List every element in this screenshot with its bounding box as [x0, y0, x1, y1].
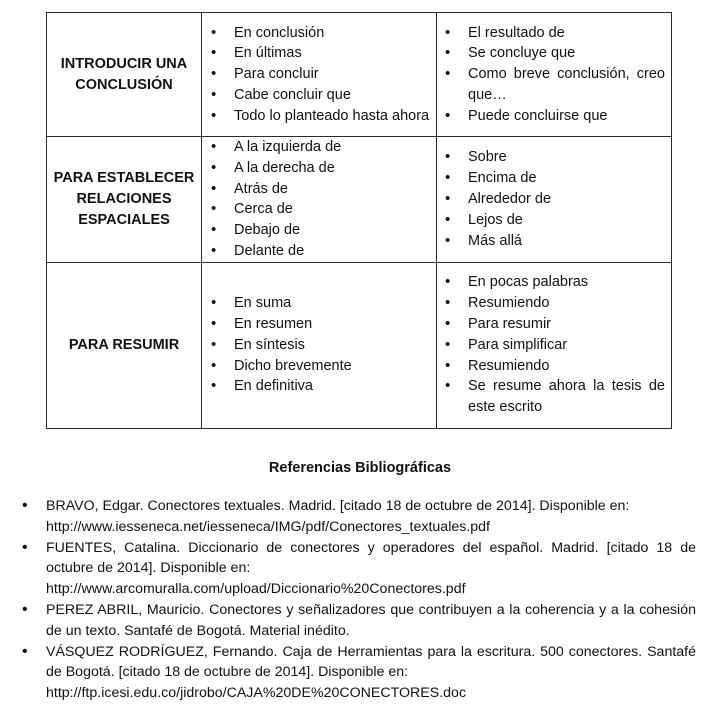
connectors-cell-left [202, 262, 437, 428]
connector-item: • A la izquierda de [202, 137, 430, 158]
connector-item: • Resumiendo [437, 293, 665, 314]
reference-item [18, 600, 696, 642]
connector-list [437, 272, 671, 418]
connectors-table [46, 12, 672, 429]
connector-item: • Para concluir [202, 64, 430, 85]
table-row-spatial [47, 137, 672, 263]
connector-list [437, 147, 671, 251]
references-title: Referencias Bibliográficas [268, 460, 452, 476]
category-cell: PARA RESUMIR [47, 262, 202, 428]
reference-url[interactable]: http://www.iesseneca.net/iesseneca/IMG/pdf/Conectores_textuales.pdf [46, 518, 490, 535]
connectors-cell-left [202, 137, 437, 263]
reference-text: PEREZ ABRIL, Mauricio. Conectores y señalizadores que contribuyen a la coherencia y a la cohesión de un texto. Santafé de Bogotá. Material inédito. [46, 601, 696, 639]
connector-item: • Puede concluirse que [437, 106, 665, 127]
connector-item: • Para resumir [437, 314, 665, 335]
connector-item: • Delante de [202, 241, 430, 262]
connectors-cell-right [437, 262, 672, 428]
connector-list [202, 293, 436, 397]
table-row-conclusion [47, 13, 672, 137]
connectors-cell-left [202, 13, 437, 137]
connector-list [202, 23, 436, 127]
connector-item: • Sobre [437, 147, 665, 168]
connector-item: • En síntesis [202, 335, 430, 356]
reference-url[interactable]: http://www.arcomuralla.com/upload/Diccionario%20Conectores.pdf [46, 581, 466, 598]
connector-item: • Dicho brevemente [202, 356, 430, 377]
reference-item [18, 538, 696, 600]
connector-item: • Encima de [437, 168, 665, 189]
connector-item: • Se resume ahora la tesis de este escrito [437, 376, 665, 418]
connector-item: • Atrás de [202, 179, 430, 200]
table-row-summary [47, 262, 672, 428]
connector-list [202, 137, 436, 262]
connector-item: • Todo lo planteado hasta ahora [202, 106, 430, 127]
connector-item: • A la derecha de [202, 158, 430, 179]
connector-item: • Debajo de [202, 220, 430, 241]
references-list [18, 496, 696, 704]
reference-item [18, 496, 696, 538]
connector-item: • El resultado de [437, 23, 665, 44]
connector-item: • En resumen [202, 314, 430, 335]
reference-text: VÁSQUEZ RODRÍGUEZ, Fernando. Caja de Herramientas para la escritura. 500 conectores. Santafé de Bogotá. [citado 18 de octubre de 2014]. Disponible en: [46, 643, 696, 681]
connectors-cell-right [437, 13, 672, 137]
reference-text: BRAVO, Edgar. Conectores textuales. Madrid. [citado 18 de octubre de 2014]. Disponible en: [46, 498, 630, 514]
connector-item: • Lejos de [437, 210, 665, 231]
connector-item: • Resumiendo [437, 356, 665, 377]
connector-item: • Como breve conclusión, creo que… [437, 64, 665, 106]
connector-item: • Alrededor de [437, 189, 665, 210]
connector-item: • En conclusión [202, 23, 430, 44]
category-cell: INTRODUCIR UNA CONCLUSIÓN [47, 13, 202, 137]
connector-item: • En definitiva [202, 376, 430, 397]
connector-item: • Para simplificar [437, 335, 665, 356]
connector-item: • Se concluye que [437, 43, 665, 64]
connectors-cell-right [437, 137, 672, 263]
connector-item: • En suma [202, 293, 430, 314]
connector-item: • Más allá [437, 231, 665, 252]
connector-list [437, 23, 671, 127]
connector-item: • Cerca de [202, 199, 430, 220]
reference-url[interactable]: http://ftp.icesi.edu.co/jidrobo/CAJA%20DE%20CONECTORES.doc [46, 685, 467, 702]
reference-text: FUENTES, Catalina. Diccionario de conectores y operadores del español. Madrid. [citado 18 de octubre de 2014]. Disponible en: [46, 539, 696, 577]
category-cell: PARA ESTABLECER RELACIONES ESPACIALES [47, 137, 202, 263]
connector-item: • En pocas palabras [437, 272, 665, 293]
connector-item: • En últimas [202, 43, 430, 64]
connector-item: • Cabe concluir que [202, 85, 430, 106]
reference-item [18, 642, 696, 704]
